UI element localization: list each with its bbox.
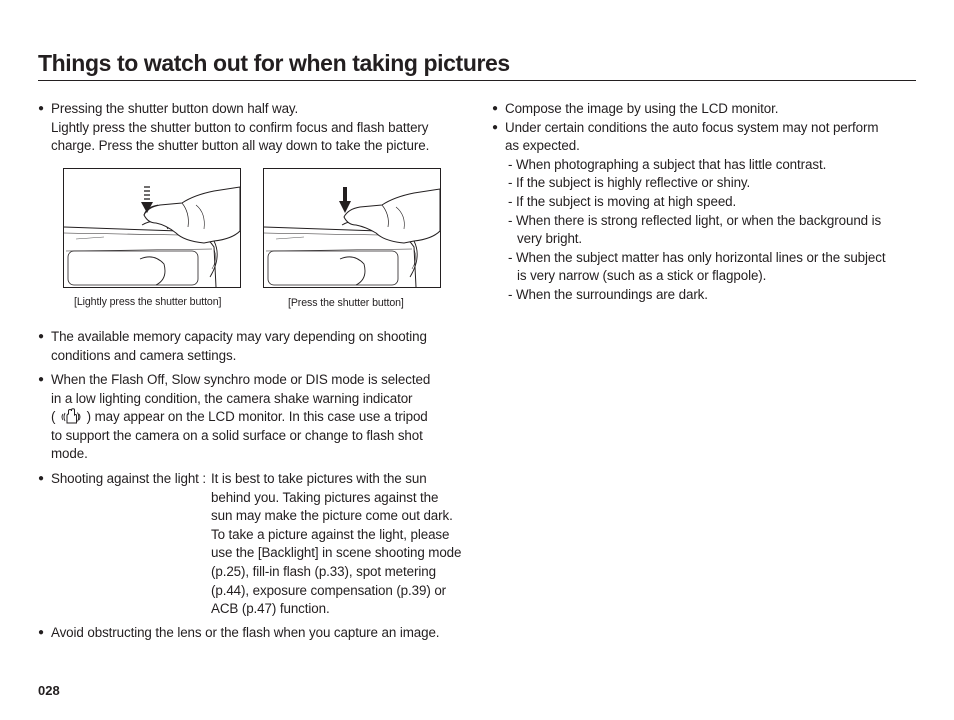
autofocus-condition: - If the subject is moving at high speed. [508,193,737,209]
flash-off-line: mode. [51,446,88,462]
camera-full-press-drawing [264,169,440,287]
open-paren: ( [51,409,56,425]
right-column [492,100,916,305]
autofocus-bullet: ● Under certain conditions the auto focus system may not perform [492,119,916,138]
half-press-bullet: ● Pressing the shutter button down half way. [38,100,468,119]
backlight-line: It is best to take pictures with the sun [211,471,427,486]
half-press-section [38,100,468,156]
backlight-label: ● Shooting against the light : [38,470,478,489]
flash-off-bullet: ● When the Flash Off, Slow synchro mode or DIS mode is selected [38,371,468,390]
camera-half-press-drawing [64,169,240,287]
illustration-caption: [Press the shutter button] [288,297,404,309]
memory-bullet: ● The available memory capacity may vary depending on shooting [38,328,468,347]
camera-shake-warning-icon [59,408,83,424]
obstruct-section [38,624,478,643]
flash-off-section [38,371,468,464]
autofocus-condition-continued: is very narrow (such as a stick or flagpole). [517,268,767,284]
autofocus-condition: - When there is strong reflected light, or when the background is [508,212,882,228]
title-rule [38,80,916,81]
autofocus-condition-continued: very bright. [517,231,583,247]
autofocus-condition: - When the subject matter has only horizontal lines or the subject [508,249,886,265]
page-title: Things to watch out for when taking pictures [38,50,510,76]
autofocus-condition: - If the subject is highly reflective or shiny. [508,175,751,191]
backlight-section [38,470,478,620]
backlight-line: To take a picture against the light, please [211,526,450,542]
flash-off-line-rest: ) may appear on the LCD monitor. In this case use a tripod [86,409,428,425]
backlight-line: use the [Backlight] in scene shooting mode [211,545,462,561]
backlight-line: ACB (p.47) function. [211,601,330,617]
illustration-caption: [Lightly press the shutter button] [74,296,222,308]
flash-off-line: in a low lighting condition, the camera shake warning indicator [51,390,413,406]
backlight-line: (p.44), exposure compensation (p.39) or [211,582,447,598]
autofocus-condition: - When the surroundings are dark. [508,286,708,302]
autofocus-condition: - When photographing a subject that has little contrast. [508,156,827,172]
flash-off-line-with-icon [38,408,468,427]
memory-line: conditions and camera settings. [51,347,237,363]
backlight-body [211,470,471,619]
backlight-line: (p.25), fill-in flash (p.33), spot metering [211,563,436,579]
memory-section [38,328,468,365]
half-press-illustration [63,168,241,288]
backlight-line: behind you. Taking pictures against the [211,489,439,505]
autofocus-condition-list [492,156,916,305]
backlight-line: sun may make the picture come out dark. [211,508,453,524]
autofocus-line: as expected. [505,138,580,154]
full-press-illustration [263,168,441,288]
compose-bullet: ● Compose the image by using the LCD monitor. [492,100,916,119]
flash-off-line: to support the camera on a solid surface or change to flash shot [51,427,423,443]
page-number: 028 [38,683,60,698]
half-press-line: charge. Press the shutter button all way down to take the picture. [51,138,430,154]
obstruct-bullet: ● Avoid obstructing the lens or the flash when you capture an image. [38,624,478,643]
half-press-line: Lightly press the shutter button to confirm focus and flash battery [51,119,429,135]
